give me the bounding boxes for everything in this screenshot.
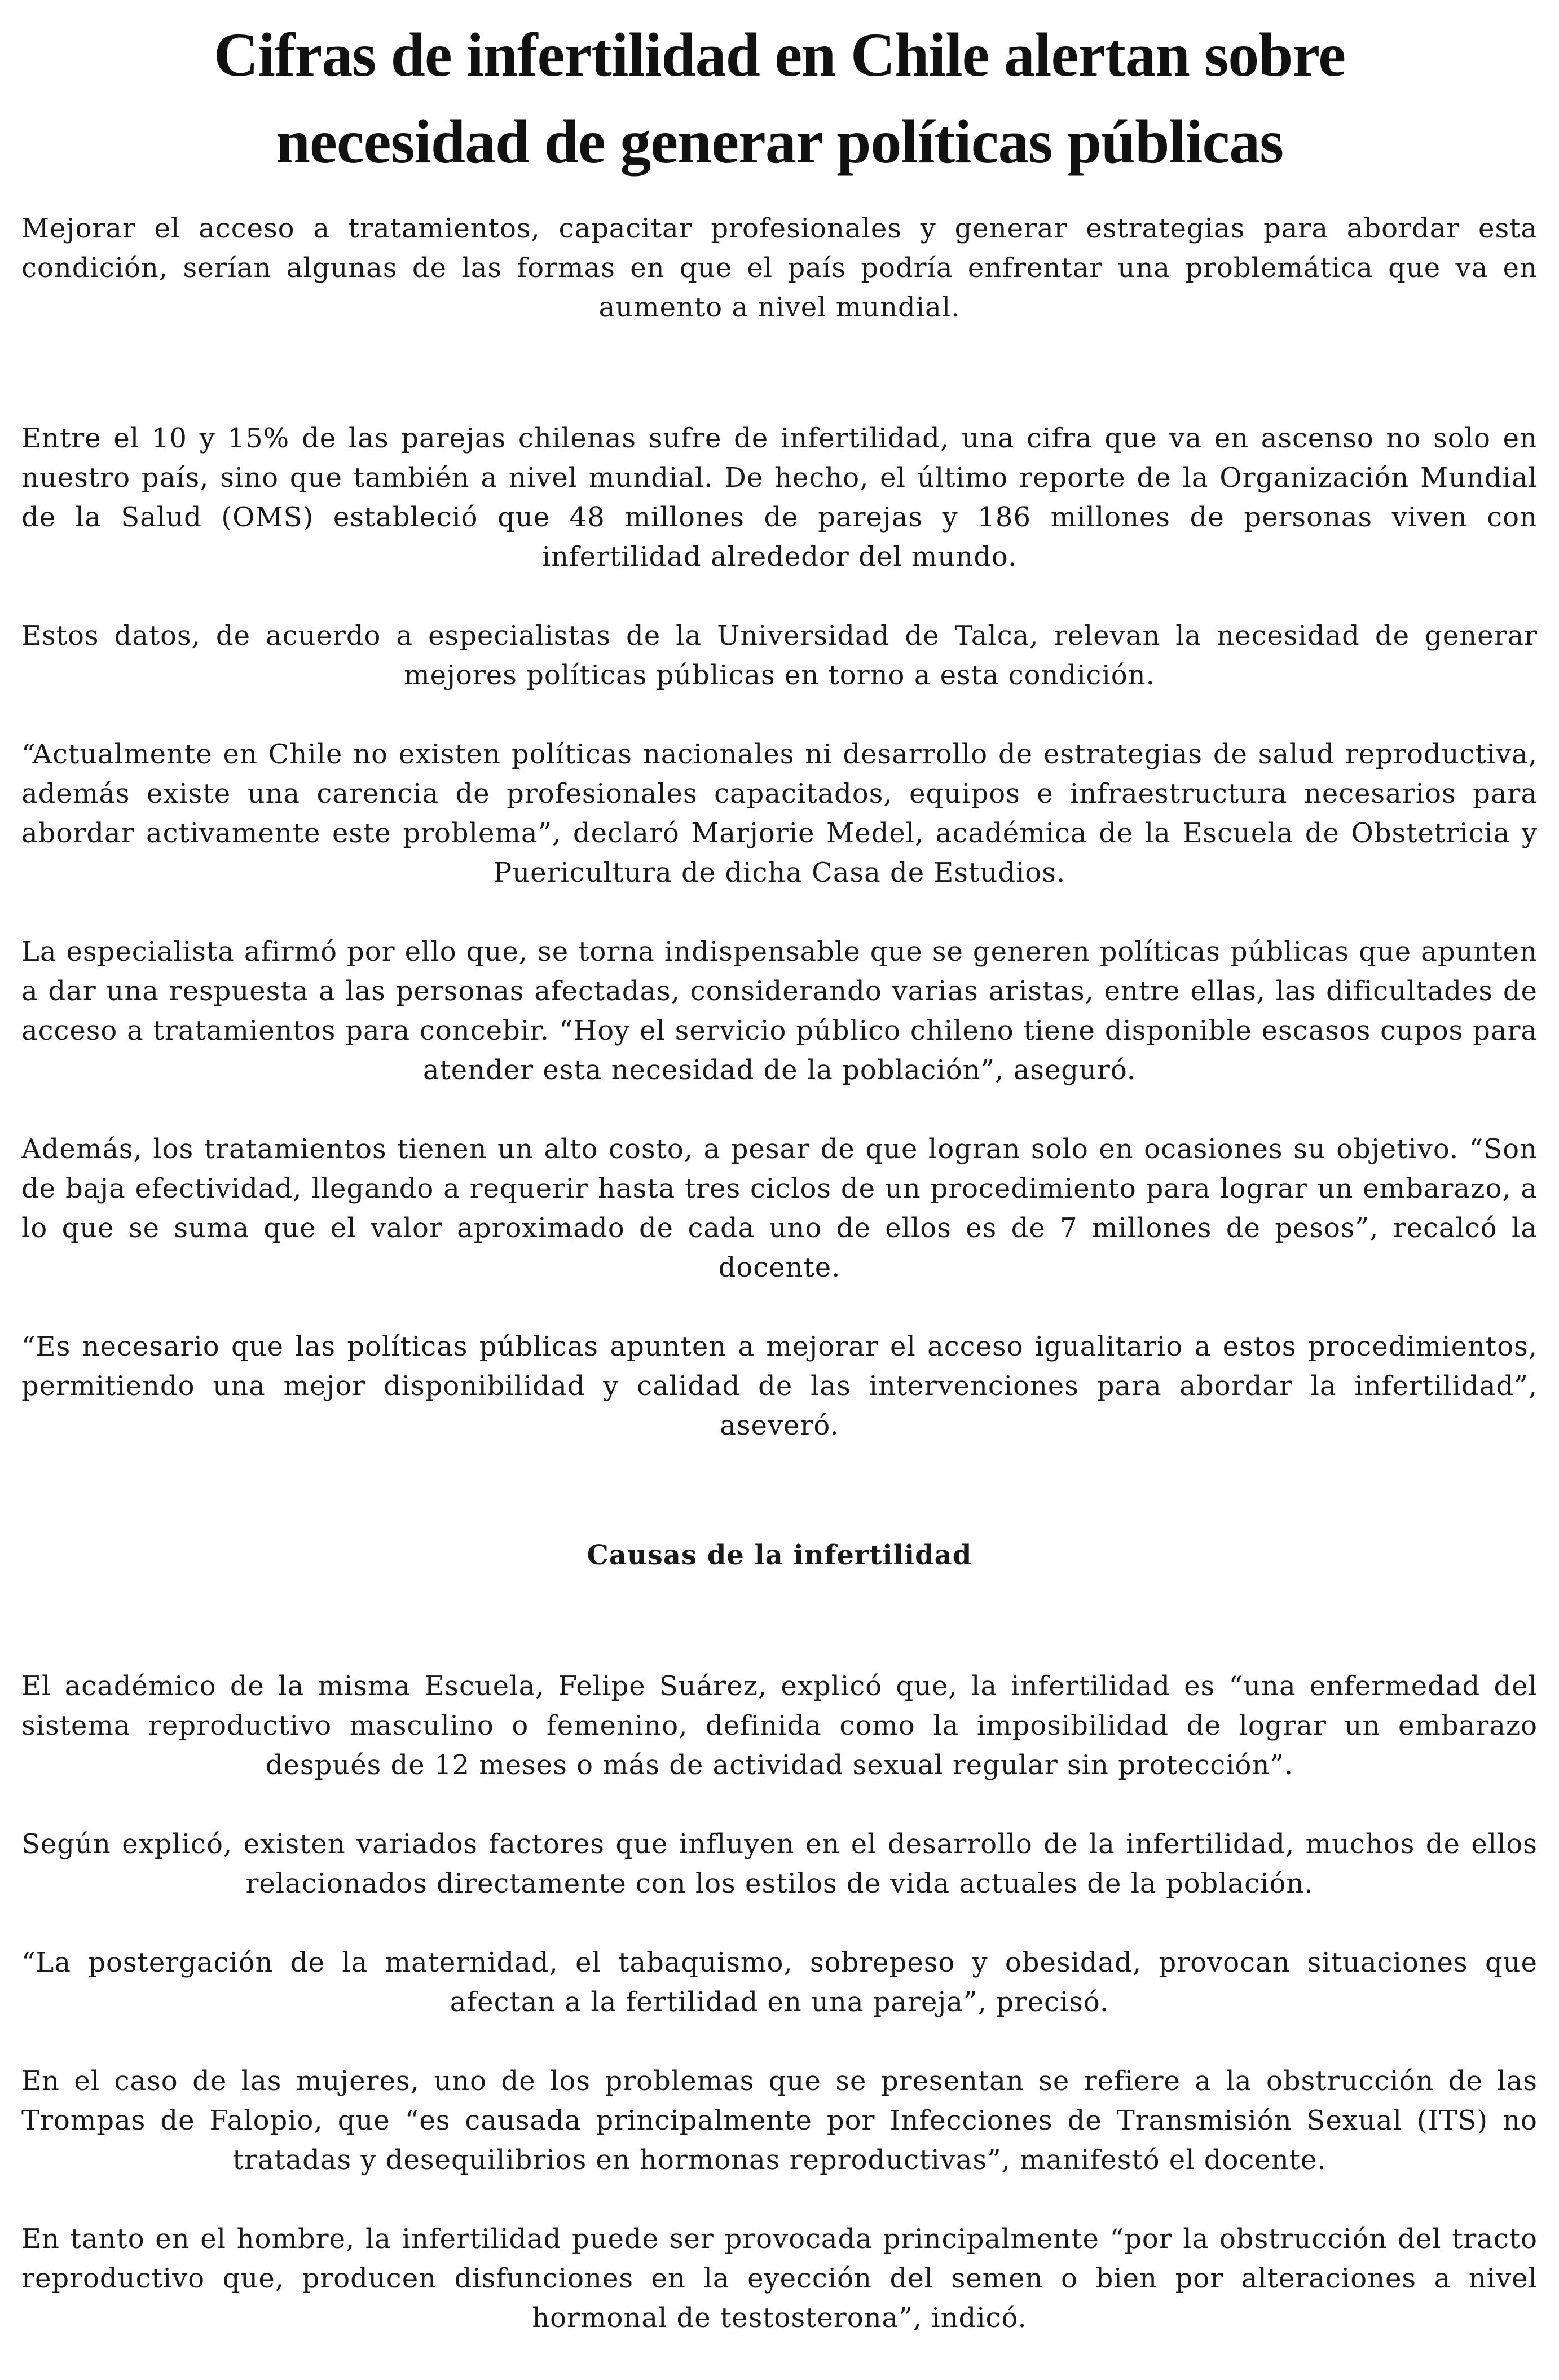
article-paragraph-1: Entre el 10 y 15% de las parejas chilenas sufre de infertilidad, una cifra que va en ascenso no solo en nuestro país, sino que también a nivel mundial. De hecho, el último reporte de la Organización Mundial de la Salud (OMS) estableció que 48 millones de parejas y 186 millones de personas viven con infertilidad alrededor del mundo. [21,423,1538,573]
article-paragraph-4: La especialista afirmó por ello que, se torna indispensable que se generen políticas públicas que apunten a dar una respuesta a las personas afectadas, considerando varias aristas, entre ellas, las dificultades de acceso a tratamientos para concebir. “Hoy el servicio público chileno tiene disponible escasos cupos para atender esta necesidad de la población”, aseguró. [21,936,1538,1086]
section-paragraph-2: Según explicó, existen variados factores que influyen en el desarrollo de la infertilidad, muchos de ellos relacionados directamente con los estilos de vida actuales de la población. [21,1828,1538,1899]
section-paragraph-1: El académico de la misma Escuela, Felipe Suárez, explicó que, la infertilidad es “una enfermedad del sistema reproductivo masculino o femenino, definida como la imposibilidad de lograr un embarazo después de 12 meses o más de actividad sexual regular sin protección”. [21,1670,1538,1781]
section-heading: Causas de la infertilidad [587,1539,972,1571]
section-paragraph-4: En el caso de las mujeres, uno de los problemas que se presentan se refiere a la obstrucción de las Trompas de Falopio, que “es causada principalmente por Infecciones de Transmisión Sexual (ITS) no tratadas y desequilibrios en hormonas reproductivas”, manifestó el docente. [21,2065,1538,2176]
article-title-line-1: Cifras de infertilidad en Chile alertan sobre [213,20,1346,89]
article-title [21,11,1538,185]
article-lead: Mejorar el acceso a tratamientos, capacitar profesionales y generar estrategias para abordar esta condición, serían algunas de las formas en que el país podría enfrentar una problemática que va en aumento a nivel mundial. [21,213,1538,323]
article-paragraph-2: Estos datos, de acuerdo a especialistas de la Universidad de Talca, relevan la necesidad de generar mejores políticas públicas en torno a esta condición. [21,620,1538,691]
article-paragraph-3: “Actualmente en Chile no existen políticas nacionales ni desarrollo de estrategias de salud reproductiva, además existe una carencia de profesionales capacitados, equipos e infraestructura necesarios para abordar activamente este problema”, declaró Marjorie Medel, académica de la Escuela de Obstetricia y Puericultura de dicha Casa de Estudios. [21,738,1538,888]
article-title-line-2: necesidad de generar políticas públicas [275,107,1284,176]
section-paragraph-5: En tanto en el hombre, la infertilidad puede ser provocada principalmente “por la obstrucción del tracto reproductivo que, producen disfunciones en la eyección del semen o bien por alteraciones a nivel hormonal de testosterona”, indicó. [21,2223,1538,2334]
article-paragraph-6: “Es necesario que las políticas públicas apunten a mejorar el acceso igualitario a estos procedimientos, permitiendo una mejor disponibilidad y calidad de las intervenciones para abordar la infertilidad”, aseveró. [21,1331,1538,1441]
article-paragraph-5: Además, los tratamientos tienen un alto costo, a pesar de que logran solo en ocasiones su objetivo. “Son de baja efectividad, llegando a requerir hasta tres ciclos de un procedimiento para lograr un embarazo, a lo que se suma que el valor aproximado de cada uno de ellos es de 7 millones de pesos”, recalcó la docente. [21,1133,1538,1283]
section-paragraph-3: “La postergación de la maternidad, el tabaquismo, sobrepeso y obesidad, provocan situaciones que afectan a la fertilidad en una pareja”, precisó. [21,1947,1538,2018]
